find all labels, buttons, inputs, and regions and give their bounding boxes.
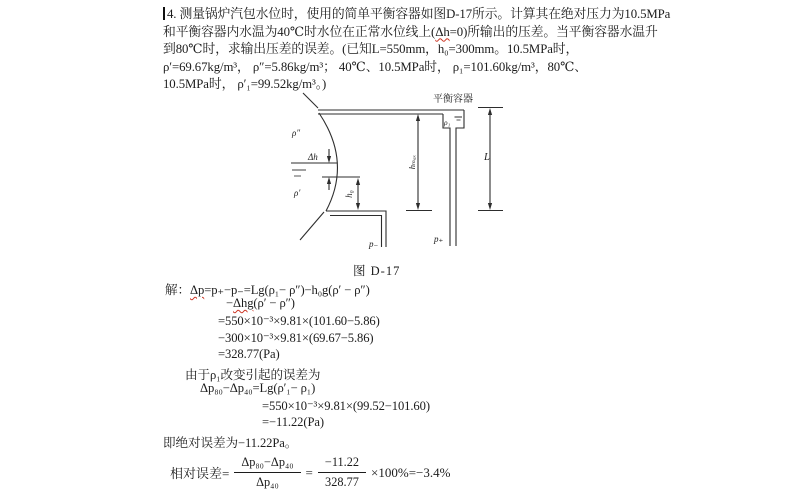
text-cursor-mark xyxy=(163,7,165,20)
problem-line-2c: =0)所输出的压差。当平衡容器水温升 xyxy=(449,24,658,39)
solution-line-6: 由于ρ₁改变引起的误差为 xyxy=(185,368,321,382)
delta-p-misspell: Δp xyxy=(190,283,205,297)
delta-h-misspell: Δh xyxy=(435,24,450,39)
solution-line-2c: (ρ′ − ρ″) xyxy=(253,296,295,310)
p-minus-label: p₋ xyxy=(369,239,379,249)
problem-line-3: 到80℃时，求输出压差的误差。(已知L=550mm，h₀=300mm。10.5MPa时， xyxy=(163,42,579,56)
relative-error-label: 相对误差= xyxy=(170,466,230,481)
L-dim-label: L xyxy=(484,152,490,163)
relative-error-line xyxy=(170,455,450,490)
fraction-2 xyxy=(318,455,366,490)
problem-line-4: ρ′=69.67kg/m³， ρ″=5.86kg/m³； 40℃、10.5MPa时， ρ₁=101.60kg/m³，80℃、 xyxy=(163,59,587,74)
fraction-1 xyxy=(234,455,300,490)
problem-line-5: 10.5MPa时， ρ′₁=99.52kg/m³。) xyxy=(163,77,327,91)
hmax-dim-label: hₘₐₓ xyxy=(407,154,417,170)
solution-line-10: 即绝对误差为−11.22Pa。 xyxy=(163,436,298,450)
solution-line-3: =550×10⁻³×9.81×(101.60−5.86) xyxy=(218,314,380,328)
rho1-label: ρ₁ xyxy=(444,118,451,127)
solution-line-7: Δp₈₀−Δp₄₀=Lg(ρ′₁− ρ₁) xyxy=(200,381,316,395)
fraction-1-numerator: Δp₈₀−Δp₄₀ xyxy=(234,455,300,473)
solution-line-5: =328.77(Pa) xyxy=(218,347,280,361)
relative-error-result: ×100%=−3.4% xyxy=(371,464,451,480)
solution-line-8: =550×10⁻³×9.81×(99.52−101.60) xyxy=(262,399,430,413)
rho-double-prime-label: ρ″ xyxy=(292,128,301,138)
equals-sign: = xyxy=(305,464,313,480)
problem-line-2a: 和平衡容器内水温为40℃时水位在正常水位线上( xyxy=(163,24,436,39)
balance-container-figure xyxy=(280,88,510,263)
fraction-1-denominator: Δp₄₀ xyxy=(256,475,279,489)
problem-line-1: 4. 测量锅炉汽包水位时，使用的简单平衡容器如图D-17所示。计算其在绝对压力为10.5MPa xyxy=(167,7,671,21)
figure-caption: 图 D-17 xyxy=(353,264,401,278)
delta-h-label: Δh xyxy=(308,152,318,162)
solution-line-1b: =p₊−p₋=Lg(ρ₁− ρ″)−h₀g(ρ′ − ρ″) xyxy=(204,283,370,297)
solution-line-2 xyxy=(226,296,295,311)
p-plus-label: p₊ xyxy=(434,234,444,244)
h0-dim-label: h₀ xyxy=(344,190,354,198)
problem-line-2 xyxy=(163,24,658,41)
fraction-2-denominator: 328.77 xyxy=(325,475,359,489)
fraction-2-numerator: −11.22 xyxy=(318,455,366,473)
balance-container-label: 平衡容器 xyxy=(433,94,473,105)
delta-hg-misspell: Δhg xyxy=(233,296,254,310)
solution-line-2a: − xyxy=(226,296,234,310)
figure-lines xyxy=(291,93,503,247)
rho-prime-label: ρ′ xyxy=(294,188,301,198)
solution-line-4: −300×10⁻³×9.81×(69.67−5.86) xyxy=(218,331,374,345)
jie-label: 解： xyxy=(165,283,190,297)
solution-line-9: =−11.22(Pa) xyxy=(262,415,324,429)
